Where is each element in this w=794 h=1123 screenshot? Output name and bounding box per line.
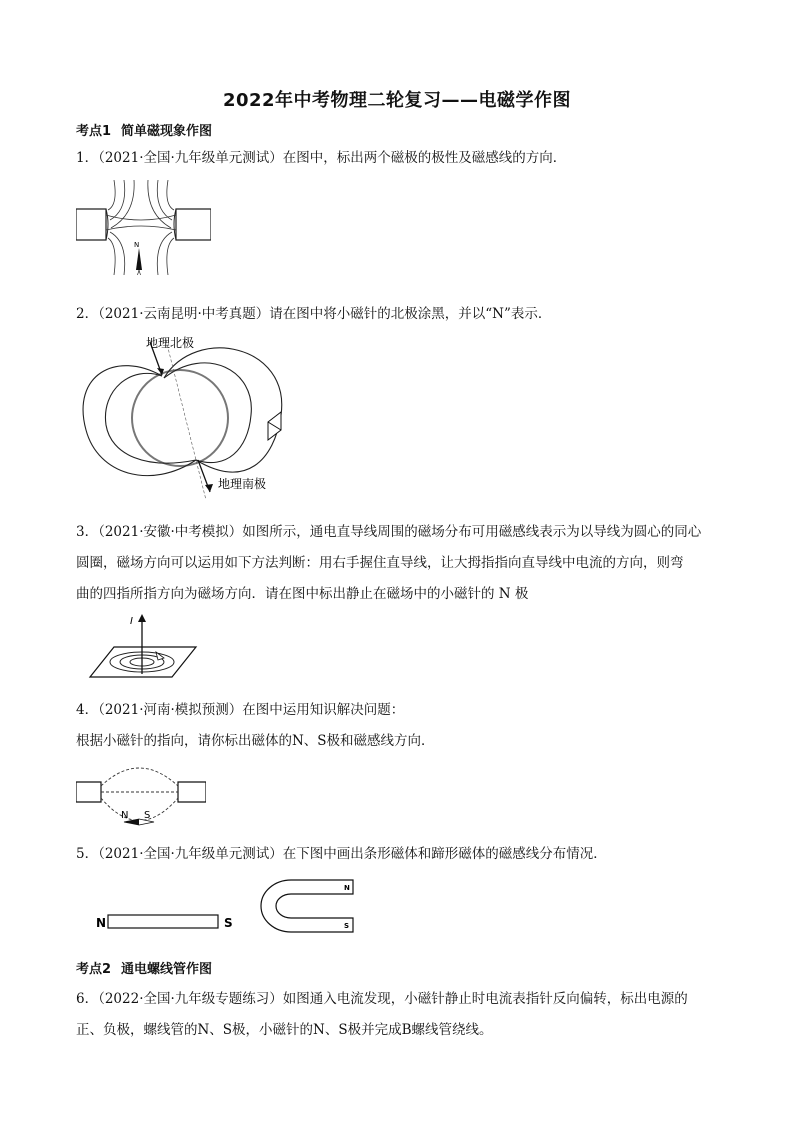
question-3-line-2: 圆圈，磁场方向可以运用如下方法判断：用右手握住直导线，让大拇指指向直导线中电流的方向，则弯 [76,555,684,571]
fig5-bar-n-label: N [96,916,107,930]
question-1: 1．（2021·全国·九年级单元测试）在图中，标出两个磁极的极性及磁感线的方向． [76,150,567,166]
question-2: 2．（2021·云南昆明·中考真题）请在图中将小磁针的北极涂黑，并以“N”表示． [76,306,552,322]
fig5-u-n-label: N [344,884,350,892]
fig4-needle-s-label: S [144,810,151,821]
fig4-needle-n-label: N [121,810,129,821]
section-heading-2 [76,958,222,977]
section-label: 考点2 [76,962,112,977]
section-heading-1 [76,120,222,139]
fig2-north-label: 地理北极 [146,336,195,350]
figure-5-bar-and-u-magnets [76,872,366,937]
figure-2-earth-magnetic-field [76,330,296,500]
section-name: 简单磁现象作图 [121,124,213,139]
question-3-line-1: 3．（2021·安徽·中考模拟）如图所示，通电直导线周围的磁场分布可用磁感线表示为以导线为圆心的同心 [76,524,702,540]
section-name: 通电螺线管作图 [121,962,213,977]
fig3-current-label: I [130,616,133,627]
question-6-line-2: 正、负极，螺线管的N、S极，小磁针的N、S极并完成B螺线管绕线。 [76,1022,493,1038]
figure-1-magnetic-poles [76,180,211,275]
page-title: 2022年中考物理二轮复习——电磁学作图 [222,90,572,111]
fig5-bar-s-label: S [224,916,233,930]
figure-3-straight-wire-field [86,612,198,682]
question-6-line-1: 6．（2022·全国·九年级专题练习）如图通入电流发现，小磁针静止时电流表指针反向偏转，标出电源的 [76,991,688,1007]
fig5-u-s-label: S [344,922,350,930]
fig1-needle-label: N [134,241,140,249]
section-label: 考点1 [76,124,112,139]
fig2-south-label: 地理南极 [218,477,267,491]
figure-4-magnets-needle [76,758,206,833]
question-3-line-3: 曲的四指所指方向为磁场方向．请在图中标出静止在磁场中的小磁针的 N 极 [76,586,529,602]
question-4-line-2: 根据小磁针的指向，请你标出磁体的N、S极和磁感线方向． [76,733,435,749]
question-4-line-1: 4．（2021·河南·模拟预测）在图中运用知识解决问题： [76,702,405,718]
question-5: 5．（2021·全国·九年级单元测试）在下图中画出条形磁体和蹄形磁体的磁感线分布情况． [76,846,607,862]
